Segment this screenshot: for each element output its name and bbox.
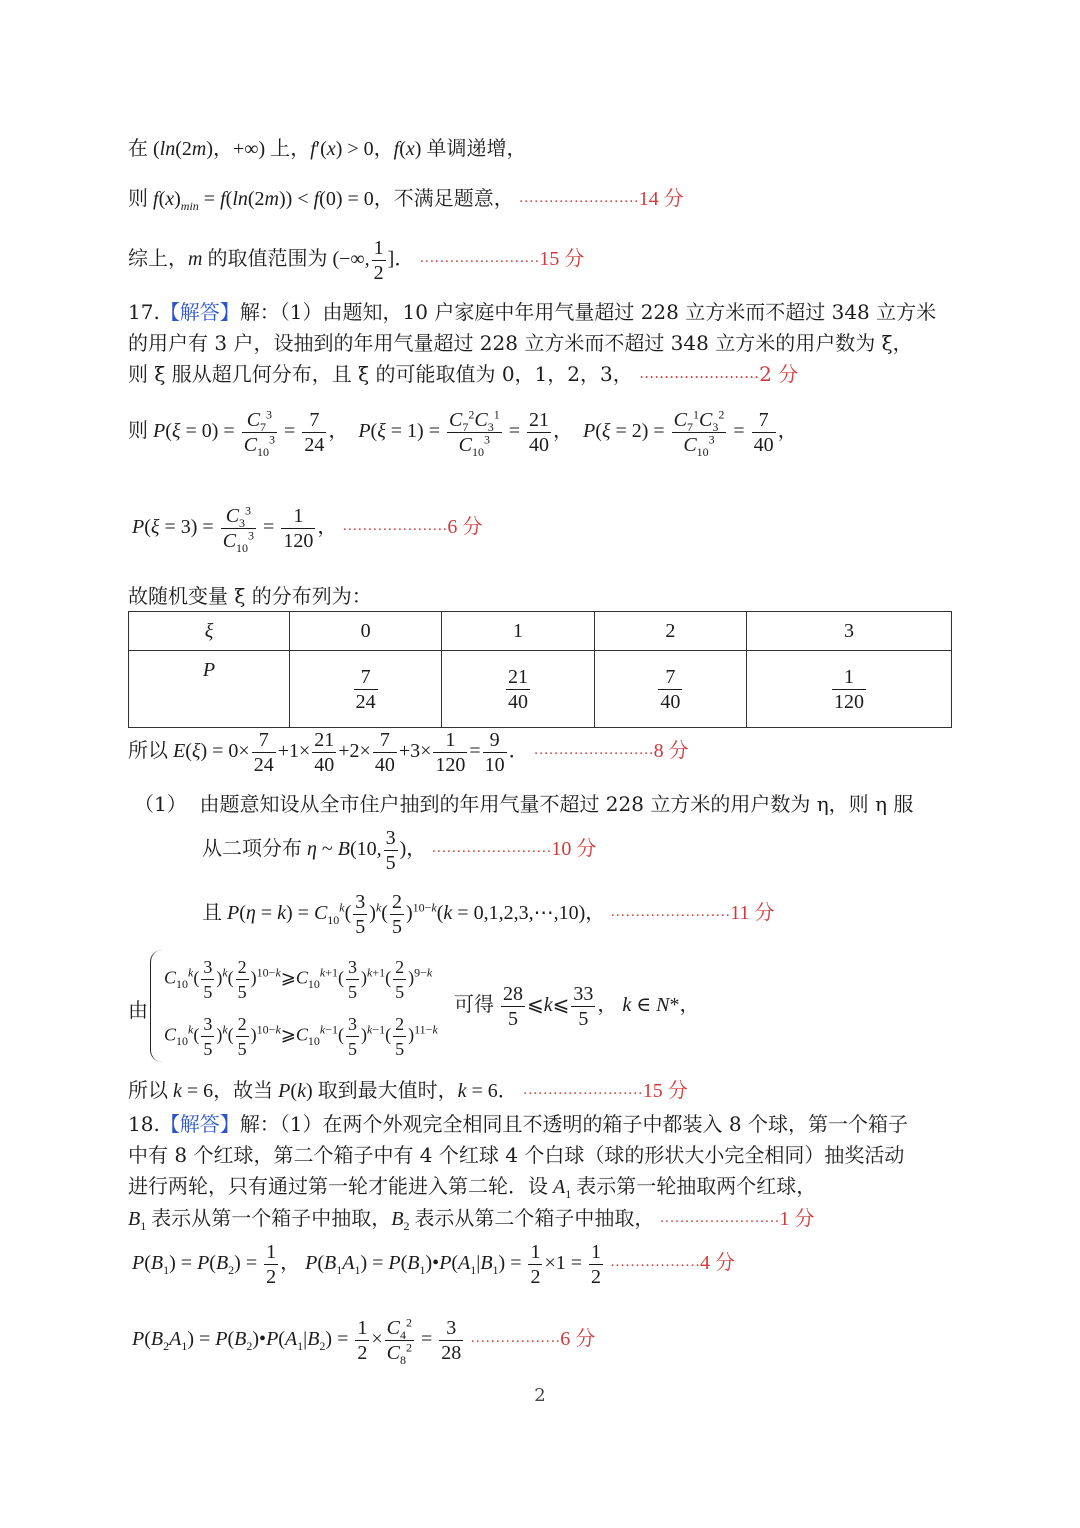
- answer-tag: 【解答】: [159, 1112, 240, 1136]
- text-line-minimum: 则 $f(x)_{min} = f(\ln(2m)) < f(0) = 0$，不满足题意， ……………………14 分: [128, 188, 684, 213]
- q18-line-2: 中有 8 个红球，第二个箱子中有 4 个红球 4 个白球（球的形状大小完全相同）抽奖活动: [128, 1143, 905, 1167]
- table-header-cell: 3: [747, 612, 952, 651]
- text-line-continuation: 在 (ln(2m)，+∞) 上，f′(x) > 0，f(x) 单调递增，: [128, 138, 527, 160]
- q18-line-1: 18.【解答】解：（1）在两个外观完全相同且不透明的箱子中都装入 8 个球，第一个箱子: [128, 1112, 908, 1136]
- dots-leader: ……………………: [659, 1210, 780, 1226]
- dist-intro: 故随机变量 ξ 的分布列为：: [128, 584, 372, 608]
- score-label: 8 分: [653, 740, 689, 763]
- part2-line-1: （1） 由题意知设从全市住户抽到的年用气量不超过 228 立方米的用户数为 η，则 η 服: [134, 792, 914, 816]
- formula-p3: P(ξ = 3) = $\frac{C_3^3}{C_{10}^3}$ = $\frac{1}{120}$ ， …………………6 分: [132, 503, 483, 555]
- score-label: 11 分: [730, 902, 775, 925]
- dots-leader: ……………………: [431, 840, 552, 857]
- dots-leader: ……………………: [419, 250, 540, 267]
- part2-line-2: 从二项分布 η ~ B(10, $\frac{3}{5}$ )， ……………………10 分: [202, 827, 597, 874]
- score-label: 14 分: [638, 188, 684, 210]
- table-header-cell: ξ: [129, 612, 290, 651]
- page-number: 2: [534, 1385, 546, 1406]
- table-cell: $\frac{1}{120}$: [747, 651, 952, 728]
- formula-expectation: 所以 E(ξ) = 0× $\frac{7}{24}$ +1× $\frac{21}{40}$ +2× $\frac{7}{40}$ +3× $\frac{1}{120}$ = $\frac{9}{10}$ ． ……………………8 分: [128, 729, 689, 776]
- dots-leader: ………………: [470, 1330, 561, 1347]
- score-label: 10 分: [551, 838, 597, 861]
- dots-leader: ……………………: [533, 742, 654, 759]
- score-label: 4 分: [700, 1252, 736, 1275]
- part2-line-3: 且 $P(\eta = k) = C_{10}^k$( $\frac{3}{5}$ )$^k$( $\frac{2}{5}$ )$^{10-k}$(k = 0,1,2,3,⋯,10)， ……………………11 分: [202, 891, 775, 938]
- score-label: 15 分: [539, 248, 585, 271]
- table-header-cell: 0: [290, 612, 442, 651]
- table-header-cell: 2: [594, 612, 746, 651]
- table-cell: $\frac{7}{24}$: [290, 651, 442, 728]
- dots-leader: ……………………: [610, 904, 731, 921]
- you-label: 由: [128, 998, 148, 1022]
- q17-line-1: [128, 296, 952, 325]
- q18-line-3: 进行两轮，只有通过第一轮才能进入第二轮．设 $A_1$ 表示第一轮抽取两个红球，: [128, 1176, 817, 1201]
- table-cell: $\frac{7}{40}$: [594, 651, 746, 728]
- text-line-range: 综上，m 的取值范围为 (−∞, $\frac{1}{2}$ ]． ……………………15 分: [128, 237, 585, 284]
- score-label: 6 分: [560, 1328, 596, 1351]
- inequality-2: $C_{10}^k$( $\frac{3}{5}$ )$^k$( $\frac{2}{5}$ )$^{10-k}⩾C_{10}^{k-1}$( $\frac{3}{5}$ )$^{k-1}$( $\frac{2}{5}$ )$^{11-k}$: [164, 1014, 438, 1059]
- q18-formula-2: $P(B_2A_1)$ = $P(B_2)•P(A_1|B_2)$ = $\frac{1}{2}$ × $\frac{C_4^2}{C_8^2}$ = $\frac{3}{28}$ ………………6 分: [132, 1315, 596, 1367]
- score-label: 2 分: [759, 362, 799, 386]
- score-label: 15 分: [642, 1080, 688, 1102]
- q17-line-2: 的用户有 3 户，设抽到的年用气量超过 228 立方米而不超过 348 立方米的用户数为 ξ，: [128, 331, 913, 355]
- table-row-label: P: [129, 651, 290, 728]
- part2-final: 所以 k = 6，故当 P(k) 取到最大值时，k = 6． ……………………15 分: [128, 1080, 688, 1102]
- dots-leader: ………………: [610, 1254, 701, 1271]
- table-header-row: [129, 612, 952, 651]
- formula-p0-p2: 则 P(ξ = 0) = $\frac{C_7^3}{C_{10}^3}$ = $\frac{7}{24}$ ， P(ξ = 1) = $\frac{C_7^2C_3^1}{C_{10}^3}$ = $\frac{21}{40}$ ， P(ξ = 2) = $\frac{C_7^1C_3^2}{C_{10}^3}$ = $\frac{7}{40}$ ，: [128, 407, 798, 459]
- inequality-result: 可得 $\frac{28}{5}$ ⩽k⩽ $\frac{33}{5}$ ， k ∈ N*，: [454, 983, 700, 1030]
- answer-tag: 【解答】: [159, 300, 240, 324]
- dots-leader: ……………………: [639, 364, 760, 382]
- score-label: 1 分: [779, 1208, 815, 1230]
- dots-leader: …………………: [342, 518, 448, 535]
- q18-formula-1: $P(B_1) = P(B_2)$ = $\frac{1}{2}$ ， $P(B_1A_1)$ = $P(B_1)•P(A_1|B_1)$ = $\frac{1}{2}$ ×1 = $\frac{1}{2}$ ………………4 分: [132, 1241, 736, 1288]
- distribution-table: [128, 611, 952, 728]
- q18-line-4: $B_1$ 表示从第一个箱子中抽取，$B_2$ 表示从第二个箱子中抽取， ……………………1 分: [128, 1208, 815, 1233]
- score-label: 6 分: [447, 516, 483, 539]
- q17-text-1: 解：（1）由题知，10 户家庭中年用气量超过 228 立方米而不超过 348 立方米: [239, 300, 937, 324]
- table-header-cell: 1: [442, 612, 594, 651]
- question-number: 18.: [128, 1112, 160, 1136]
- q17-line-3: 则 ξ 服从超几何分布，且 ξ 的可能取值为 0，1，2，3， ……………………2 分: [128, 362, 799, 386]
- dots-leader: ……………………: [522, 1082, 643, 1098]
- table-cell: $\frac{21}{40}$: [442, 651, 594, 728]
- inequality-1: $C_{10}^k$( $\frac{3}{5}$ )$^k$( $\frac{2}{5}$ )$^{10-k}⩾C_{10}^{k+1}$( $\frac{3}{5}$ )$^{k+1}$( $\frac{2}{5}$ )$^{9-k}$: [164, 957, 433, 1002]
- table-row: [129, 651, 952, 728]
- system-brace: [150, 950, 165, 1062]
- dots-leader: ……………………: [518, 190, 639, 206]
- question-number: 17.: [128, 300, 160, 324]
